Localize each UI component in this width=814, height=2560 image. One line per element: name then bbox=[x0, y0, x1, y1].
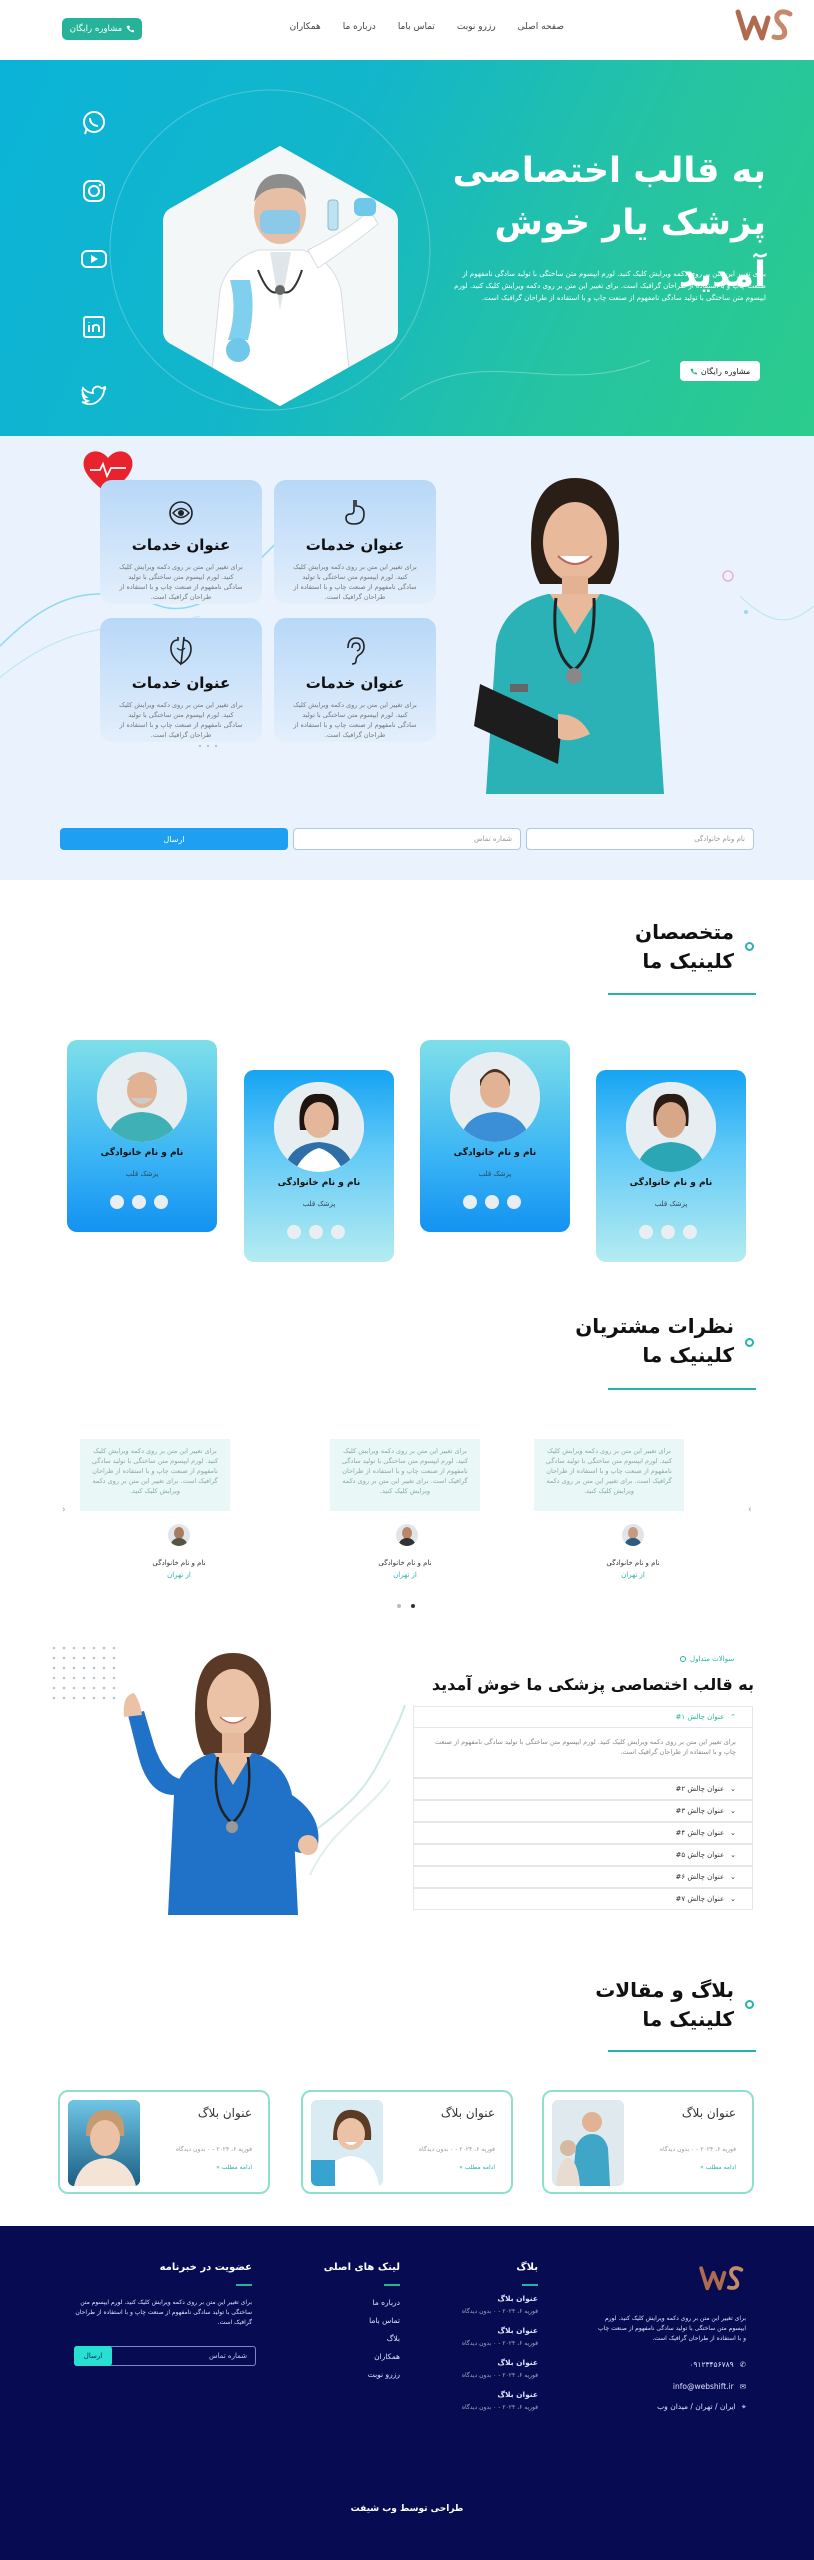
chevron-down-icon: ⌄ bbox=[730, 1829, 736, 1837]
testimonial-city: از تهران bbox=[393, 1571, 417, 1579]
doctor-role: پزشک قلب bbox=[478, 1170, 512, 1178]
footer-email-value: info@webshift.ir bbox=[672, 2382, 734, 2391]
blog-title bbox=[514, 1976, 734, 2034]
prev-arrow-icon[interactable]: ‹ bbox=[62, 1505, 66, 1515]
footer-links-heading: لینک های اصلی bbox=[323, 2262, 400, 2273]
faq-question-label: عنوان چالش ۲# bbox=[675, 1785, 725, 1793]
instagram-icon[interactable] bbox=[154, 1195, 168, 1209]
testimonials-title bbox=[514, 1312, 734, 1370]
testimonial-name: نام و نام خانوادگی bbox=[378, 1559, 432, 1567]
read-more-link[interactable]: ادامه مطلب » bbox=[700, 2164, 736, 2171]
nav-about[interactable]: درباره ما bbox=[342, 22, 376, 32]
service-card[interactable] bbox=[100, 618, 262, 742]
specialists-title-line1: متخصصان bbox=[635, 920, 734, 944]
newsletter-text: برای تغییر این متن بر روی دکمه ویرایش کلیک کنید. لورم ایپسوم متن ساختگی با تولید سادگی نامفهوم از صنعت چاپ و با استفاده از طراحان گرافیک است. bbox=[75, 2299, 252, 2326]
nav-home[interactable]: صفحه اصلی bbox=[517, 22, 564, 32]
next-arrow-icon[interactable]: › bbox=[748, 1505, 752, 1515]
hero-title-line1: به قالب اختصاصی bbox=[452, 151, 766, 191]
faq-title: به قالب اختصاصی پزشکی ما خوش آمدید bbox=[431, 1675, 754, 1694]
blog-title-line2: کلینیک ما bbox=[642, 2007, 734, 2031]
faq-tag-label: سوالات متداول bbox=[690, 1655, 735, 1663]
service-card[interactable] bbox=[274, 618, 436, 742]
service-description: برای تغییر این متن بر روی دکمه ویرایش کلیک کنید. لورم ایپسوم متن ساختگی با تولید سادگی نامفهوم از صنعت چاپ و با استفاده از طراحان گرافیک است. bbox=[119, 701, 243, 739]
footer-link-contact[interactable]: تماس باما bbox=[369, 2316, 400, 2325]
doctor-socials bbox=[110, 1195, 168, 1209]
services-section bbox=[0, 436, 814, 880]
specialists-title-line2: کلینیک ما bbox=[642, 949, 734, 973]
blog-date: فوریه ۶، ۲۰۲۴ - ۰ بدون دیدگاه bbox=[659, 2146, 736, 2153]
service-title: عنوان خدمات bbox=[305, 536, 405, 554]
instagram-icon[interactable] bbox=[507, 1195, 521, 1209]
service-description: برای تغییر این متن بر روی دکمه ویرایش کلیک کنید. لورم ایپسوم متن ساختگی با تولید سادگی نامفهوم از صنعت چاپ و با استفاده از طراحان گرافیک است. bbox=[119, 563, 243, 601]
doctor-card[interactable] bbox=[67, 1040, 217, 1232]
faq-question[interactable] bbox=[413, 1778, 753, 1800]
chevron-down-icon: ⌄ bbox=[730, 1873, 736, 1881]
instagram-icon[interactable] bbox=[331, 1225, 345, 1239]
phone-input[interactable] bbox=[293, 828, 521, 850]
doctor-card[interactable] bbox=[420, 1040, 570, 1232]
name-placeholder: نام ونام خانوادگی bbox=[694, 835, 745, 843]
doctor-name: نام و نام خانوادگی bbox=[100, 1148, 184, 1158]
location-icon: ⌖ bbox=[741, 2402, 746, 2411]
footer-address bbox=[657, 2402, 746, 2412]
testimonial-card: برای تغییر این متن بر روی دکمه ویرایش کلیک کنید. لورم ایپسوم متن ساختگی با تولید سادگی نامفهوم از صنعت چاپ و با استفاده از طراحان گرافیک است. برای تغییر این متن بر روی دکمه ویرایش کلیک کنید. bbox=[80, 1439, 230, 1511]
ear-icon bbox=[342, 636, 368, 666]
nav-colleagues[interactable]: همکاران bbox=[289, 22, 321, 32]
blog-image bbox=[311, 2100, 383, 2186]
testimonial-avatar bbox=[168, 1524, 190, 1546]
footer-link-blog[interactable]: بلاگ bbox=[386, 2334, 400, 2343]
blog-title: عنوان بلاگ bbox=[440, 2106, 495, 2120]
carousel-dot[interactable] bbox=[397, 1604, 401, 1608]
blog-date: فوریه ۶، ۲۰۲۴ - ۰ بدون دیدگاه bbox=[418, 2146, 495, 2153]
nurse-image bbox=[470, 464, 680, 794]
phone-icon bbox=[126, 25, 134, 33]
doctor-card[interactable] bbox=[244, 1070, 394, 1262]
section-dot bbox=[745, 2000, 754, 2009]
linkedin-icon[interactable] bbox=[80, 313, 108, 341]
footer-blog-date: فوریه ۶، ۲۰۲۴ - ۰ بدون دیدگاه bbox=[461, 2340, 538, 2347]
heading-underline bbox=[236, 2284, 252, 2286]
tag-dot-icon bbox=[680, 1656, 686, 1662]
doctor-photo bbox=[626, 1082, 716, 1172]
mail-icon: ✉ bbox=[739, 2382, 746, 2391]
footer-link-booking[interactable]: رزرو نوبت bbox=[367, 2370, 400, 2379]
blog-card[interactable] bbox=[58, 2090, 270, 2194]
doctor-role: پزشک قلب bbox=[654, 1200, 688, 1208]
faq-question[interactable] bbox=[413, 1866, 753, 1888]
hero-section bbox=[0, 60, 814, 436]
twitter-icon[interactable] bbox=[661, 1225, 675, 1239]
hero-consult-label: مشاوره رایگان bbox=[700, 366, 751, 376]
blog-title-line1: بلاگ و مقالات bbox=[595, 1978, 734, 2002]
faq-question-label: عنوان چالش ۳# bbox=[675, 1807, 725, 1815]
doctor-socials bbox=[639, 1225, 697, 1239]
testimonial-card: برای تغییر این متن بر روی دکمه ویرایش کلیک کنید. لورم ایپسوم متن ساختگی با تولید سادگی نامفهوم از صنعت چاپ و با استفاده از طراحان گرافیک است. برای تغییر این متن بر روی دکمه ویرایش کلیک کنید. bbox=[330, 1439, 480, 1511]
service-card[interactable] bbox=[274, 480, 436, 604]
testimonials-title-line1: نظرات مشتریان bbox=[575, 1314, 734, 1338]
blog-image bbox=[552, 2100, 624, 2186]
service-card[interactable] bbox=[100, 480, 262, 604]
blog-card[interactable] bbox=[542, 2090, 754, 2194]
newsletter-submit-button[interactable]: ارسال bbox=[74, 2346, 112, 2366]
footer-blog-title[interactable]: عنوان بلاگ bbox=[497, 2390, 538, 2399]
phone-icon bbox=[690, 368, 697, 375]
instagram-icon[interactable] bbox=[80, 177, 108, 205]
doctor-photo bbox=[274, 1082, 364, 1172]
nav-booking[interactable]: رزرو نوبت bbox=[456, 22, 496, 32]
testimonial-city: از تهران bbox=[621, 1571, 645, 1579]
heading-underline bbox=[384, 2284, 400, 2286]
specialists-title bbox=[514, 918, 734, 976]
footer-blog-date: فوریه ۶، ۲۰۲۴ - ۰ بدون دیدگاه bbox=[461, 2404, 538, 2411]
phone-icon: ✆ bbox=[739, 2360, 746, 2369]
chevron-down-icon: ⌄ bbox=[730, 1851, 736, 1859]
phone-placeholder: شماره تماس bbox=[474, 835, 512, 843]
section-underline bbox=[608, 993, 756, 995]
faq-question-label: عنوان چالش ۶# bbox=[675, 1873, 725, 1881]
footer-phone[interactable] bbox=[689, 2360, 746, 2369]
footer-blog-date: فوریه ۶، ۲۰۲۴ - ۰ بدون دیدگاه bbox=[461, 2372, 538, 2379]
service-description: برای تغییر این متن بر روی دکمه ویرایش کلیک کنید. لورم ایپسوم متن ساختگی با تولید سادگی نامفهوم از صنعت چاپ و با استفاده از طراحان گرافیک است. bbox=[293, 701, 417, 739]
read-more-link[interactable]: ادامه مطلب » bbox=[459, 2164, 495, 2171]
testimonial-avatar bbox=[622, 1524, 644, 1546]
blog-image bbox=[68, 2100, 140, 2186]
linkedin-icon[interactable] bbox=[463, 1195, 477, 1209]
twitter-icon[interactable] bbox=[485, 1195, 499, 1209]
linkedin-icon[interactable] bbox=[110, 1195, 124, 1209]
main-nav bbox=[290, 22, 564, 32]
blog-date: فوریه ۶، ۲۰۲۴ - ۰ بدون دیدگاه bbox=[175, 2146, 252, 2153]
site-logo[interactable] bbox=[734, 4, 796, 48]
testimonial-card: برای تغییر این متن بر روی دکمه ویرایش کلیک کنید. لورم ایپسوم متن ساختگی با تولید سادگی نامفهوم از صنعت چاپ و با استفاده از طراحان گرافیک است. برای تغییر این متن بر روی دکمه ویرایش کلیک کنید. bbox=[534, 1439, 684, 1511]
section-dot bbox=[745, 942, 754, 951]
footer-link-colleagues[interactable]: همکاران bbox=[374, 2352, 400, 2361]
service-title: عنوان خدمات bbox=[305, 674, 405, 692]
section-underline bbox=[608, 2050, 756, 2052]
eye-icon bbox=[168, 498, 194, 528]
footer-blog-date: فوریه ۶، ۲۰۲۴ - ۰ بدون دیدگاه bbox=[461, 2308, 538, 2315]
free-consult-label: مشاوره رایگان bbox=[69, 24, 123, 34]
site-header bbox=[0, 0, 814, 60]
chevron-up-icon: ⌃ bbox=[730, 1713, 736, 1721]
newsletter-heading: عضویت در خبرنامه bbox=[159, 2262, 252, 2273]
faq-answer: برای تغییر این متن بر روی دکمه ویرایش کلیک کنید. لورم ایپسوم متن ساختگی با تولید سادگی نامفهوم از صنعت چاپ و با استفاده از طراحان گرافیک است. bbox=[413, 1728, 753, 1778]
newsletter-placeholder: شماره تماس bbox=[209, 2352, 247, 2360]
doctor-photo bbox=[450, 1052, 540, 1142]
faq-question-label: عنوان چالش ۴# bbox=[675, 1829, 725, 1837]
faq-question[interactable] bbox=[413, 1800, 753, 1822]
twitter-icon[interactable] bbox=[80, 381, 108, 409]
name-input[interactable] bbox=[526, 828, 754, 850]
nav-contact[interactable]: تماس باما bbox=[397, 22, 435, 32]
doctor-name: نام و نام خانوادگی bbox=[629, 1178, 713, 1188]
testimonial-avatar bbox=[396, 1524, 418, 1546]
testimonial-name: نام و نام خانوادگی bbox=[152, 1559, 206, 1567]
footer-blog-title[interactable]: عنوان بلاگ bbox=[497, 2326, 538, 2335]
testimonial-city: از تهران bbox=[167, 1571, 191, 1579]
footer-credit: طراحی توسط وب شیفت bbox=[350, 2504, 464, 2514]
blog-title: عنوان بلاگ bbox=[197, 2106, 252, 2120]
faq-question[interactable] bbox=[413, 1888, 753, 1910]
chevron-down-icon: ⌄ bbox=[730, 1895, 736, 1903]
doctor-role: پزشک قلب bbox=[302, 1200, 336, 1208]
doctor-socials bbox=[463, 1195, 521, 1209]
footer-phone-value: ۰۹۱۲۳۴۵۶۷۸۹ bbox=[689, 2360, 734, 2369]
footer-email[interactable] bbox=[673, 2382, 746, 2391]
stomach-icon bbox=[342, 498, 368, 528]
faq-tag bbox=[680, 1655, 734, 1663]
heading-underline bbox=[522, 2284, 538, 2286]
carousel-dot-active[interactable] bbox=[411, 1604, 415, 1608]
section-dot bbox=[745, 1338, 754, 1347]
footer-about: برای تغییر این متن بر روی دکمه ویرایش کلیک کنید. لورم ایپسوم متن ساختگی با تولید سادگی نامفهوم از صنعت چاپ و با استفاده از طراحان گرافیک است. bbox=[598, 2315, 746, 2342]
footer-logo[interactable] bbox=[698, 2262, 746, 2296]
service-title: عنوان خدمات bbox=[131, 536, 231, 554]
faq-question-label: عنوان چالش ۷# bbox=[675, 1895, 725, 1903]
doctor-role: پزشک قلب bbox=[125, 1170, 159, 1178]
testimonials-title-line2: کلینیک ما bbox=[642, 1343, 734, 1367]
chevron-down-icon: ⌄ bbox=[730, 1807, 736, 1815]
faq-question-label: عنوان چالش ۵# bbox=[675, 1851, 725, 1859]
whatsapp-icon[interactable] bbox=[80, 109, 108, 137]
hero-doctor-image bbox=[158, 140, 403, 410]
service-title: عنوان خدمات bbox=[131, 674, 231, 692]
site-footer bbox=[0, 2226, 814, 2560]
doctor-photo bbox=[97, 1052, 187, 1142]
blog-card[interactable] bbox=[301, 2090, 513, 2194]
blog-title: عنوان بلاگ bbox=[681, 2106, 736, 2120]
hero-title-line2: پزشک یار خوش آمدید bbox=[494, 203, 766, 295]
instagram-icon[interactable] bbox=[683, 1225, 697, 1239]
faq-question-label: عنوان چالش ۱# bbox=[675, 1713, 725, 1721]
linkedin-icon[interactable] bbox=[639, 1225, 653, 1239]
footer-blog-title[interactable]: عنوان بلاگ bbox=[497, 2294, 538, 2303]
twitter-icon[interactable] bbox=[309, 1225, 323, 1239]
testimonial-name: نام و نام خانوادگی bbox=[606, 1559, 660, 1567]
submit-button[interactable]: ارسال bbox=[60, 828, 288, 850]
footer-link-about[interactable]: درباره ما bbox=[372, 2298, 400, 2307]
youtube-icon[interactable] bbox=[80, 245, 108, 273]
read-more-link[interactable]: ادامه مطلب » bbox=[216, 2164, 252, 2171]
chevron-down-icon: ⌄ bbox=[730, 1785, 736, 1793]
free-consult-button[interactable] bbox=[62, 18, 142, 40]
hero-description: برای تغییر این متن بر روی دکمه ویرایش کلیک کنید. لورم ایپسوم متن ساختگی با تولید سادگی نامفهوم از صنعت چاپ و با استفاده از طراحان گرافیک است. برای تغییر این متن بر روی دکمه ویرایش کلیک کنید. لورم ایپسوم متن ساختگی با تولید سادگی نامفهوم از صنعت چاپ و با استفاده از طراحان گرافیک است. bbox=[454, 270, 766, 302]
faq-question[interactable] bbox=[413, 1822, 753, 1844]
section-underline bbox=[608, 1388, 756, 1390]
linkedin-icon[interactable] bbox=[287, 1225, 301, 1239]
heart-icon bbox=[168, 636, 194, 666]
faq-question[interactable] bbox=[413, 1844, 753, 1866]
footer-address-value: ایران / تهران / میدان وب bbox=[657, 2402, 736, 2411]
thumbs-up-nurse-image bbox=[108, 1645, 358, 1915]
footer-blog-heading: بلاگ bbox=[516, 2262, 538, 2273]
doctor-name: نام و نام خانوادگی bbox=[277, 1178, 361, 1188]
service-description: برای تغییر این متن بر روی دکمه ویرایش کلیک کنید. لورم ایپسوم متن ساختگی با تولید سادگی نامفهوم از صنعت چاپ و با استفاده از طراحان گرافیک است. bbox=[293, 563, 417, 601]
twitter-icon[interactable] bbox=[132, 1195, 146, 1209]
doctor-name: نام و نام خانوادگی bbox=[453, 1148, 537, 1158]
faq-question-open[interactable] bbox=[413, 1706, 753, 1728]
doctor-socials bbox=[287, 1225, 345, 1239]
hero-consult-button[interactable] bbox=[680, 361, 760, 381]
footer-blog-title[interactable]: عنوان بلاگ bbox=[497, 2358, 538, 2367]
doctor-card[interactable] bbox=[596, 1070, 746, 1262]
